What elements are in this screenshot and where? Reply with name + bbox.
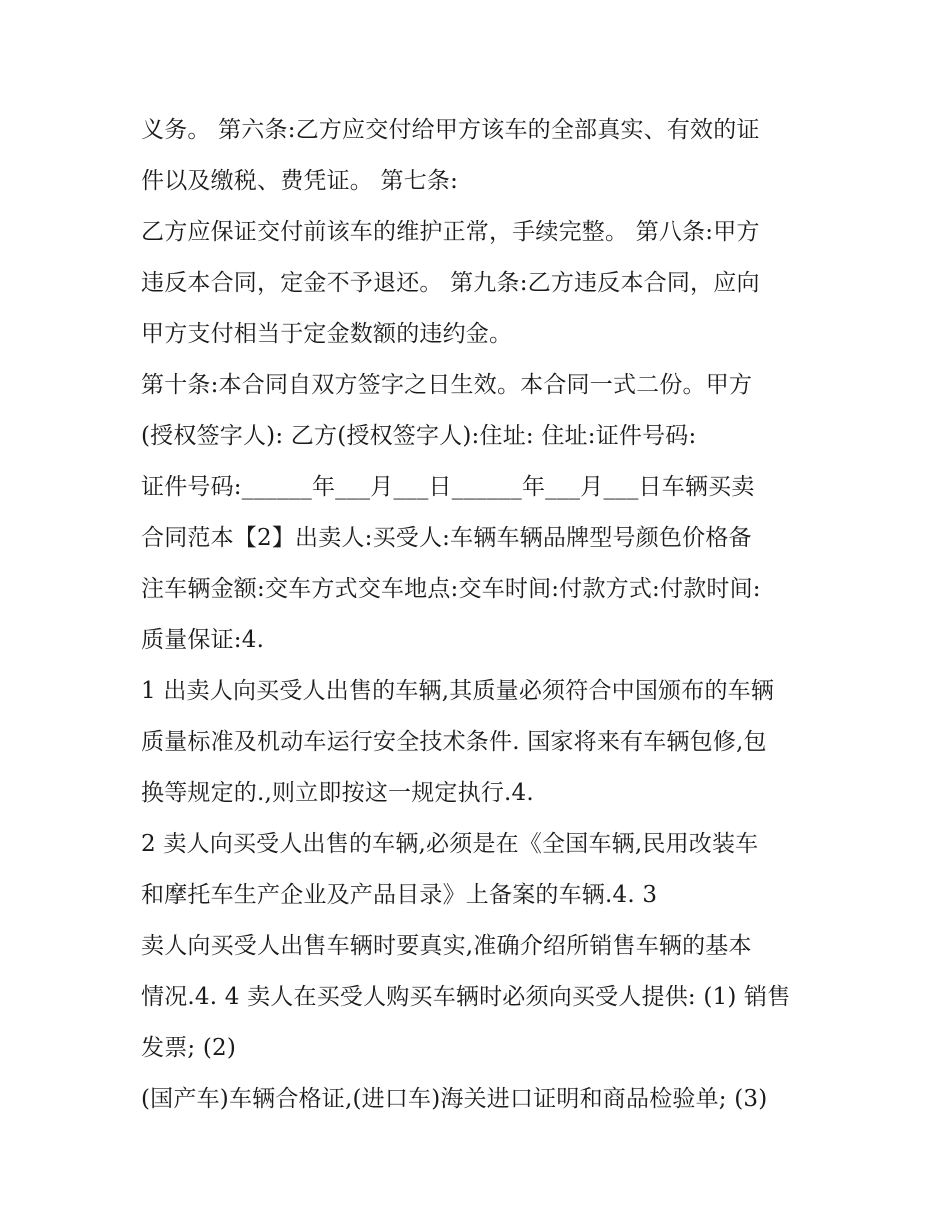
text-line: 乙方应保证交付前该车的维护正常，手续完整。 第八条:甲方: [141, 219, 760, 245]
text-line: 和摩托车生产企业及产品目录》上备案的车辆.4. 3: [141, 882, 658, 908]
text-line: 甲方支付相当于定金数额的违约金。: [141, 321, 513, 347]
text-line: 卖人向买受人出售车辆时要真实,准确介绍所销售车辆的基本: [141, 933, 752, 959]
text-line: 发票; (2): [141, 1035, 237, 1061]
text-line: (国产车)车辆合格证,(进口车)海关进口证明和商品检验单; (3): [141, 1086, 768, 1112]
text-line: (授权签字人): 乙方(授权签字人):住址: 住址:证件号码:: [141, 423, 697, 449]
text-line: 件以及缴税、费凭证。 第七条:: [141, 168, 459, 194]
text-line: 违反本合同，定金不予退还。 第九条:乙方违反本合同，应向: [141, 270, 760, 296]
text-line: 质量保证:4.: [141, 627, 265, 653]
text-line: 注车辆金额:交车方式交车地点:交车时间:付款方式:付款时间:: [141, 576, 761, 602]
text-line: 义务。 第六条:乙方应交付给甲方该车的全部真实、有效的证: [141, 117, 760, 143]
text-line: 证件号码:______年___月___日______年___月___日车辆买卖: [141, 474, 755, 500]
text-line: 2 卖人向买受人出售的车辆,必须是在《全国车辆,民用改装车: [141, 831, 759, 857]
text-line: 质量标准及机动车运行安全技术条件. 国家将来有车辆包修,包: [141, 729, 767, 755]
text-line: 第十条:本合同自双方签字之日生效。本合同一式二份。甲方: [141, 372, 753, 398]
text-line: 情况.4. 4 卖人在买受人购买车辆时必须向买受人提供: (1) 销售: [141, 984, 791, 1010]
contract-body-text: [141, 105, 821, 1125]
text-line: 1 出卖人向买受人出售的车辆,其质量必须符合中国颁布的车辆: [141, 678, 775, 704]
text-line: 合同范本【2】出卖人:买受人:车辆车辆品牌型号颜色价格备: [141, 525, 752, 551]
text-line: 换等规定的.,则立即按这一规定执行.4.: [141, 780, 534, 806]
